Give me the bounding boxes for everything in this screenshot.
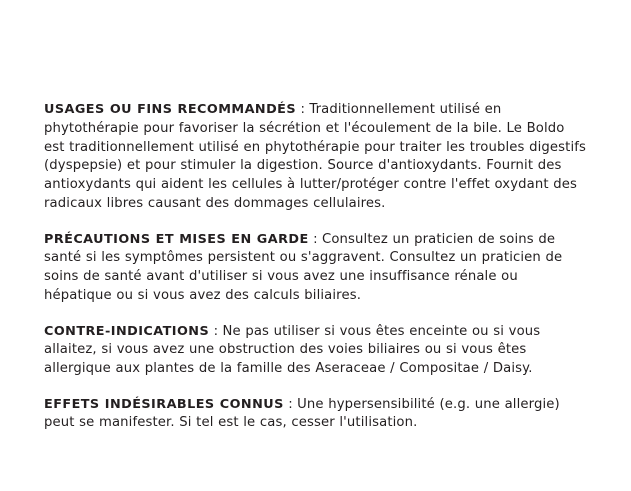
section-precautions [44, 231, 587, 306]
section-body: Traditionnellement utilisé en phytothérapie pour favoriser la sécrétion et l'écoulement de la bile. Le Boldo est traditionnellement utilisé en phytothérapie pour traiter les troubles digestifs (dyspepsie) et pour stimuler la digestion. Source d'antioxydants. Fournit des antioxydants qui aident les cellules à lutter/protéger contre l'effet oxydant des radicaux libres causant des dommages cellulaires. [44, 102, 587, 211]
section-heading-separator: : [283, 396, 298, 412]
section-effets-indesirables [44, 396, 587, 433]
section-heading: USAGES OU FINS RECOMMANDÉS [44, 102, 297, 118]
section-heading-separator: : [209, 323, 223, 339]
section-paragraph [44, 101, 587, 213]
section-body: Consultez un praticien de soins de santé si les symptômes persistent ou s'aggravent. Consultez un praticien de soins de santé avant d'utiliser si vous avez une insuffisance rénale ou hépatique ou si vous avez des calculs biliaires. [44, 231, 563, 303]
section-body: Ne pas utiliser si vous êtes enceinte ou si vous allaitez, si vous avez une obstruction des voies biliaires ou si vous êtes allergique aux plantes de la famille des Aseraceae / Compositae / Daisy. [44, 323, 541, 376]
section-heading-separator: : [296, 102, 310, 118]
section-paragraph [44, 231, 587, 306]
section-paragraph [44, 323, 587, 379]
section-heading-separator: : [308, 231, 323, 247]
section-contre-indications [44, 323, 587, 379]
section-heading: PRÉCAUTIONS ET MISES EN GARDE [44, 231, 309, 247]
section-usages [44, 101, 587, 213]
section-heading: EFFETS INDÉSIRABLES CONNUS [44, 396, 284, 412]
section-heading: CONTRE-INDICATIONS [44, 323, 210, 339]
section-body: Une hypersensibilité (e.g. une allergie) peut se manifester. Si tel est le cas, cesser l'utilisation. [44, 396, 560, 431]
section-paragraph [44, 396, 587, 433]
